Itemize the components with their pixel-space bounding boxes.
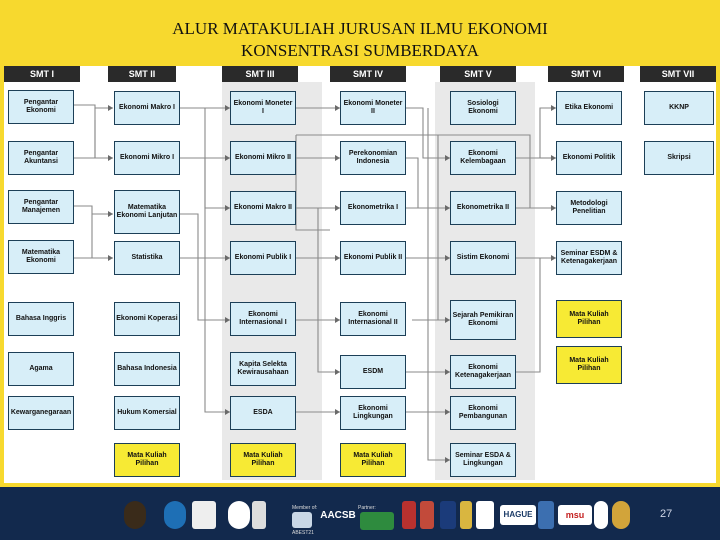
connector: [318, 208, 340, 372]
connector: [74, 108, 95, 158]
partner-crest-icon: [538, 501, 554, 529]
semester-header-1: SMT I: [4, 66, 80, 82]
connector: [95, 120, 113, 158]
connector: [205, 158, 230, 412]
partner-crest-icon: [420, 501, 434, 529]
semester-header-7: SMT VII: [640, 66, 716, 82]
course-box-smt1: Bahasa Inggris: [8, 302, 74, 336]
course-box-smt4: Ekonometrika I: [340, 191, 406, 225]
course-box-smt2: Statistika: [114, 241, 180, 275]
iso-logo: [228, 501, 250, 529]
course-box-smt6: Etika Ekonomi: [556, 91, 622, 125]
partner-crest-icon: [460, 501, 472, 529]
elective-box-smt2: Mata Kuliah Pilihan: [114, 443, 180, 477]
aacsb-logo: AACSB: [320, 510, 356, 521]
msu-logo: msu: [558, 505, 592, 525]
course-box-smt3: Ekonomi Moneter I: [230, 91, 296, 125]
partner-crest-icon: [440, 501, 456, 529]
course-box-smt4: Ekonomi Moneter II: [340, 91, 406, 125]
hague-logo: HAGUE: [500, 505, 536, 525]
course-box-smt1: Pengantar Ekonomi: [8, 90, 74, 124]
course-box-smt1: Agama: [8, 352, 74, 386]
connector: [296, 135, 330, 230]
course-box-smt3: Kapita Selekta Kewirausahaan: [230, 352, 296, 386]
connector: [516, 258, 540, 372]
course-box-smt3: ESDA: [230, 396, 296, 430]
elective-box-smt6: Mata Kuliah Pilihan: [556, 346, 622, 384]
course-box-smt1: Matematika Ekonomi: [8, 240, 74, 274]
course-box-smt2: Ekonomi Koperasi: [114, 302, 180, 336]
partner-logo: [476, 501, 494, 529]
elective-box-smt6: Mata Kuliah Pilihan: [556, 300, 622, 338]
university-seal-logo: [124, 501, 146, 529]
partner-logo: [360, 512, 394, 530]
semester-header-3: SMT III: [222, 66, 298, 82]
course-box-smt5: Seminar ESDA & Lingkungan: [450, 443, 516, 477]
course-box-smt2: Hukum Komersial: [114, 396, 180, 430]
course-box-smt7: Skripsi: [644, 141, 714, 175]
course-box-smt2: Ekonomi Mikro I: [114, 141, 180, 175]
course-box-smt5: Sejarah Pemikiran Ekonomi: [450, 300, 516, 340]
course-box-smt5: Ekonometrika II: [450, 191, 516, 225]
connector: [74, 105, 113, 108]
course-box-smt4: Perekonomian Indonesia: [340, 141, 406, 175]
semester-header-5: SMT V: [440, 66, 516, 82]
course-box-smt3: Ekonomi Internasional I: [230, 302, 296, 336]
connector: [428, 108, 450, 460]
course-box-smt4: ESDM: [340, 355, 406, 389]
partner-seal-icon: [612, 501, 630, 529]
abest21-text: ABEST21: [292, 530, 314, 536]
connector: [516, 108, 556, 158]
course-box-smt5: Ekonomi Ketenagakerjaan: [450, 355, 516, 389]
partner-seal-icon: [594, 501, 608, 529]
course-box-smt3: Ekonomi Publik I: [230, 241, 296, 275]
course-box-smt1: Pengantar Akuntansi: [8, 141, 74, 175]
page-title-line2: KONSENTRASI SUMBERDAYA: [241, 41, 479, 60]
course-box-smt2: Ekonomi Makro I: [114, 91, 180, 125]
course-box-smt1: Kewarganegaraan: [8, 396, 74, 430]
partner-crest-icon: [402, 501, 416, 529]
course-box-smt5: Sistim Ekonomi: [450, 241, 516, 275]
course-box-smt5: Ekonomi Pembangunan: [450, 396, 516, 430]
course-box-smt5: Ekonomi Kelembagaan: [450, 141, 516, 175]
course-box-smt4: Ekonomi Lingkungan: [340, 396, 406, 430]
semester-header-6: SMT VI: [548, 66, 624, 82]
course-box-smt6: Metodologi Penelitian: [556, 191, 622, 225]
certification-logo: [252, 501, 266, 529]
course-box-smt6: Seminar ESDM & Ketenagakerjaan: [556, 241, 622, 275]
partner-label: Partner:: [358, 505, 376, 511]
accreditation-logo: [192, 501, 216, 529]
course-box-smt5: Sosiologi Ekonomi: [450, 91, 516, 125]
semester-header-2: SMT II: [108, 66, 176, 82]
course-box-smt6: Ekonomi Politik: [556, 141, 622, 175]
course-box-smt7: KKNP: [644, 91, 714, 125]
elective-box-smt4: Mata Kuliah Pilihan: [340, 443, 406, 477]
course-box-smt4: Ekonomi Internasional II: [340, 302, 406, 336]
course-box-smt1: Pengantar Manajemen: [8, 190, 74, 224]
course-box-smt4: Ekonomi Publik II: [340, 241, 406, 275]
page-title-line1: ALUR MATAKULIAH JURUSAN ILMU EKONOMI: [172, 19, 548, 38]
course-box-smt3: Ekonomi Makro II: [230, 191, 296, 225]
course-box-smt2: Matematika Ekonomi Lanjutan: [114, 190, 180, 234]
course-box-smt2: Bahasa Indonesia: [114, 352, 180, 386]
course-box-smt3: Ekonomi Mikro II: [230, 141, 296, 175]
abest21-logo: [292, 512, 312, 528]
semester-header-4: SMT IV: [330, 66, 406, 82]
member-label: Member of:: [292, 505, 318, 511]
faculty-logo: [164, 501, 186, 529]
elective-box-smt3: Mata Kuliah Pilihan: [230, 443, 296, 477]
page-number: 27: [660, 508, 673, 520]
